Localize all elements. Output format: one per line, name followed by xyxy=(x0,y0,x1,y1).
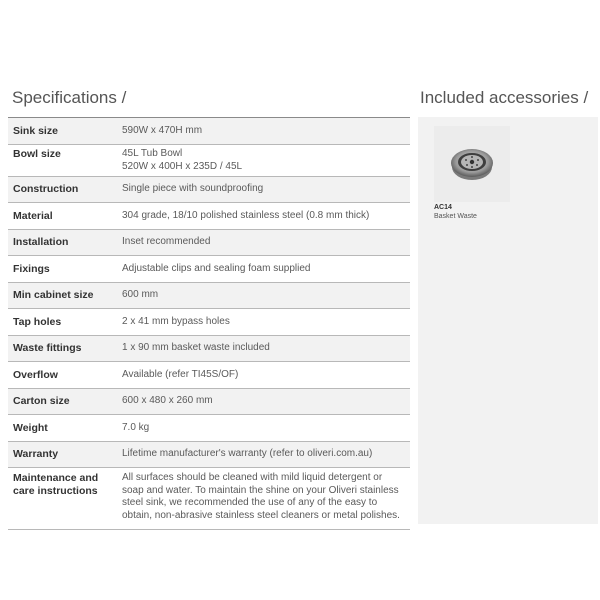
spec-row-tap-holes xyxy=(8,309,410,336)
spec-row-construction xyxy=(8,177,410,203)
spec-value: Inset recommended xyxy=(122,236,211,248)
spec-value: 1 x 90 mm basket waste included xyxy=(122,342,270,354)
spec-row-warranty xyxy=(8,442,410,468)
spec-value: 590W x 470H mm xyxy=(122,124,203,136)
spec-row-carton-size xyxy=(8,389,410,415)
spec-row-min-cabinet-size xyxy=(8,283,410,309)
accessories-title: Included accessories / xyxy=(420,88,589,107)
specifications-table xyxy=(8,117,410,530)
spec-row-installation xyxy=(8,230,410,256)
spec-value: 304 grade, 18/10 polished stainless steel (0.8 mm thick) xyxy=(122,209,370,221)
accessory-code: AC14 xyxy=(434,204,452,211)
spec-row-weight xyxy=(8,415,410,442)
spec-value: Single piece with soundproofing xyxy=(122,183,264,195)
spec-label: Maintenance and care instructions xyxy=(13,472,99,497)
spec-value: 45L Tub Bowl 520W x 400H x 235D / 45L xyxy=(122,148,243,172)
spec-label: Min cabinet size xyxy=(13,289,94,301)
spec-value: Available (refer TI45S/OF) xyxy=(122,368,239,380)
basket-waste-image xyxy=(434,126,510,202)
spec-label: Overflow xyxy=(13,368,58,381)
specifications-title: Specifications / xyxy=(12,88,127,107)
spec-value: Adjustable clips and sealing foam supplied xyxy=(122,262,311,274)
spec-row-maintenance xyxy=(8,468,410,530)
spec-row-fixings xyxy=(8,256,410,283)
spec-value: 7.0 kg xyxy=(122,421,150,433)
spec-label: Warranty xyxy=(13,448,59,460)
spec-label: Bowl size xyxy=(13,148,61,160)
basket-waste-icon xyxy=(434,126,510,202)
accessories-panel xyxy=(418,117,598,524)
spec-label: Carton size xyxy=(13,395,70,407)
spec-label: Material xyxy=(13,209,53,222)
spec-row-waste-fittings xyxy=(8,336,410,362)
spec-label: Construction xyxy=(13,183,79,195)
spec-label: Sink size xyxy=(13,124,58,137)
spec-label: Installation xyxy=(13,236,69,248)
spec-value: 600 mm xyxy=(122,289,159,301)
spec-label: Fixings xyxy=(13,262,50,275)
spec-label: Tap holes xyxy=(13,315,62,328)
spec-value: Lifetime manufacturer's warranty (refer to oliveri.com.au) xyxy=(122,448,373,460)
spec-row-material xyxy=(8,203,410,230)
spec-value: 2 x 41 mm bypass holes xyxy=(122,315,230,327)
spec-value: 600 x 480 x 260 mm xyxy=(122,395,213,407)
accessory-name: Basket Waste xyxy=(434,213,477,220)
spec-row-overflow xyxy=(8,362,410,389)
spec-label: Waste fittings xyxy=(13,342,82,354)
spec-row-bowl-size xyxy=(8,145,410,177)
spec-row-sink-size xyxy=(8,118,410,145)
spec-value: All surfaces should be cleaned with mild liquid detergent or soap and water. To maintain the shine on your Oliveri stainless steel sink, we recommended the use of any of the easy to obtain, non-abrasive stainless steel cleaners or metal polishes. xyxy=(122,472,400,521)
spec-label: Weight xyxy=(13,421,48,434)
